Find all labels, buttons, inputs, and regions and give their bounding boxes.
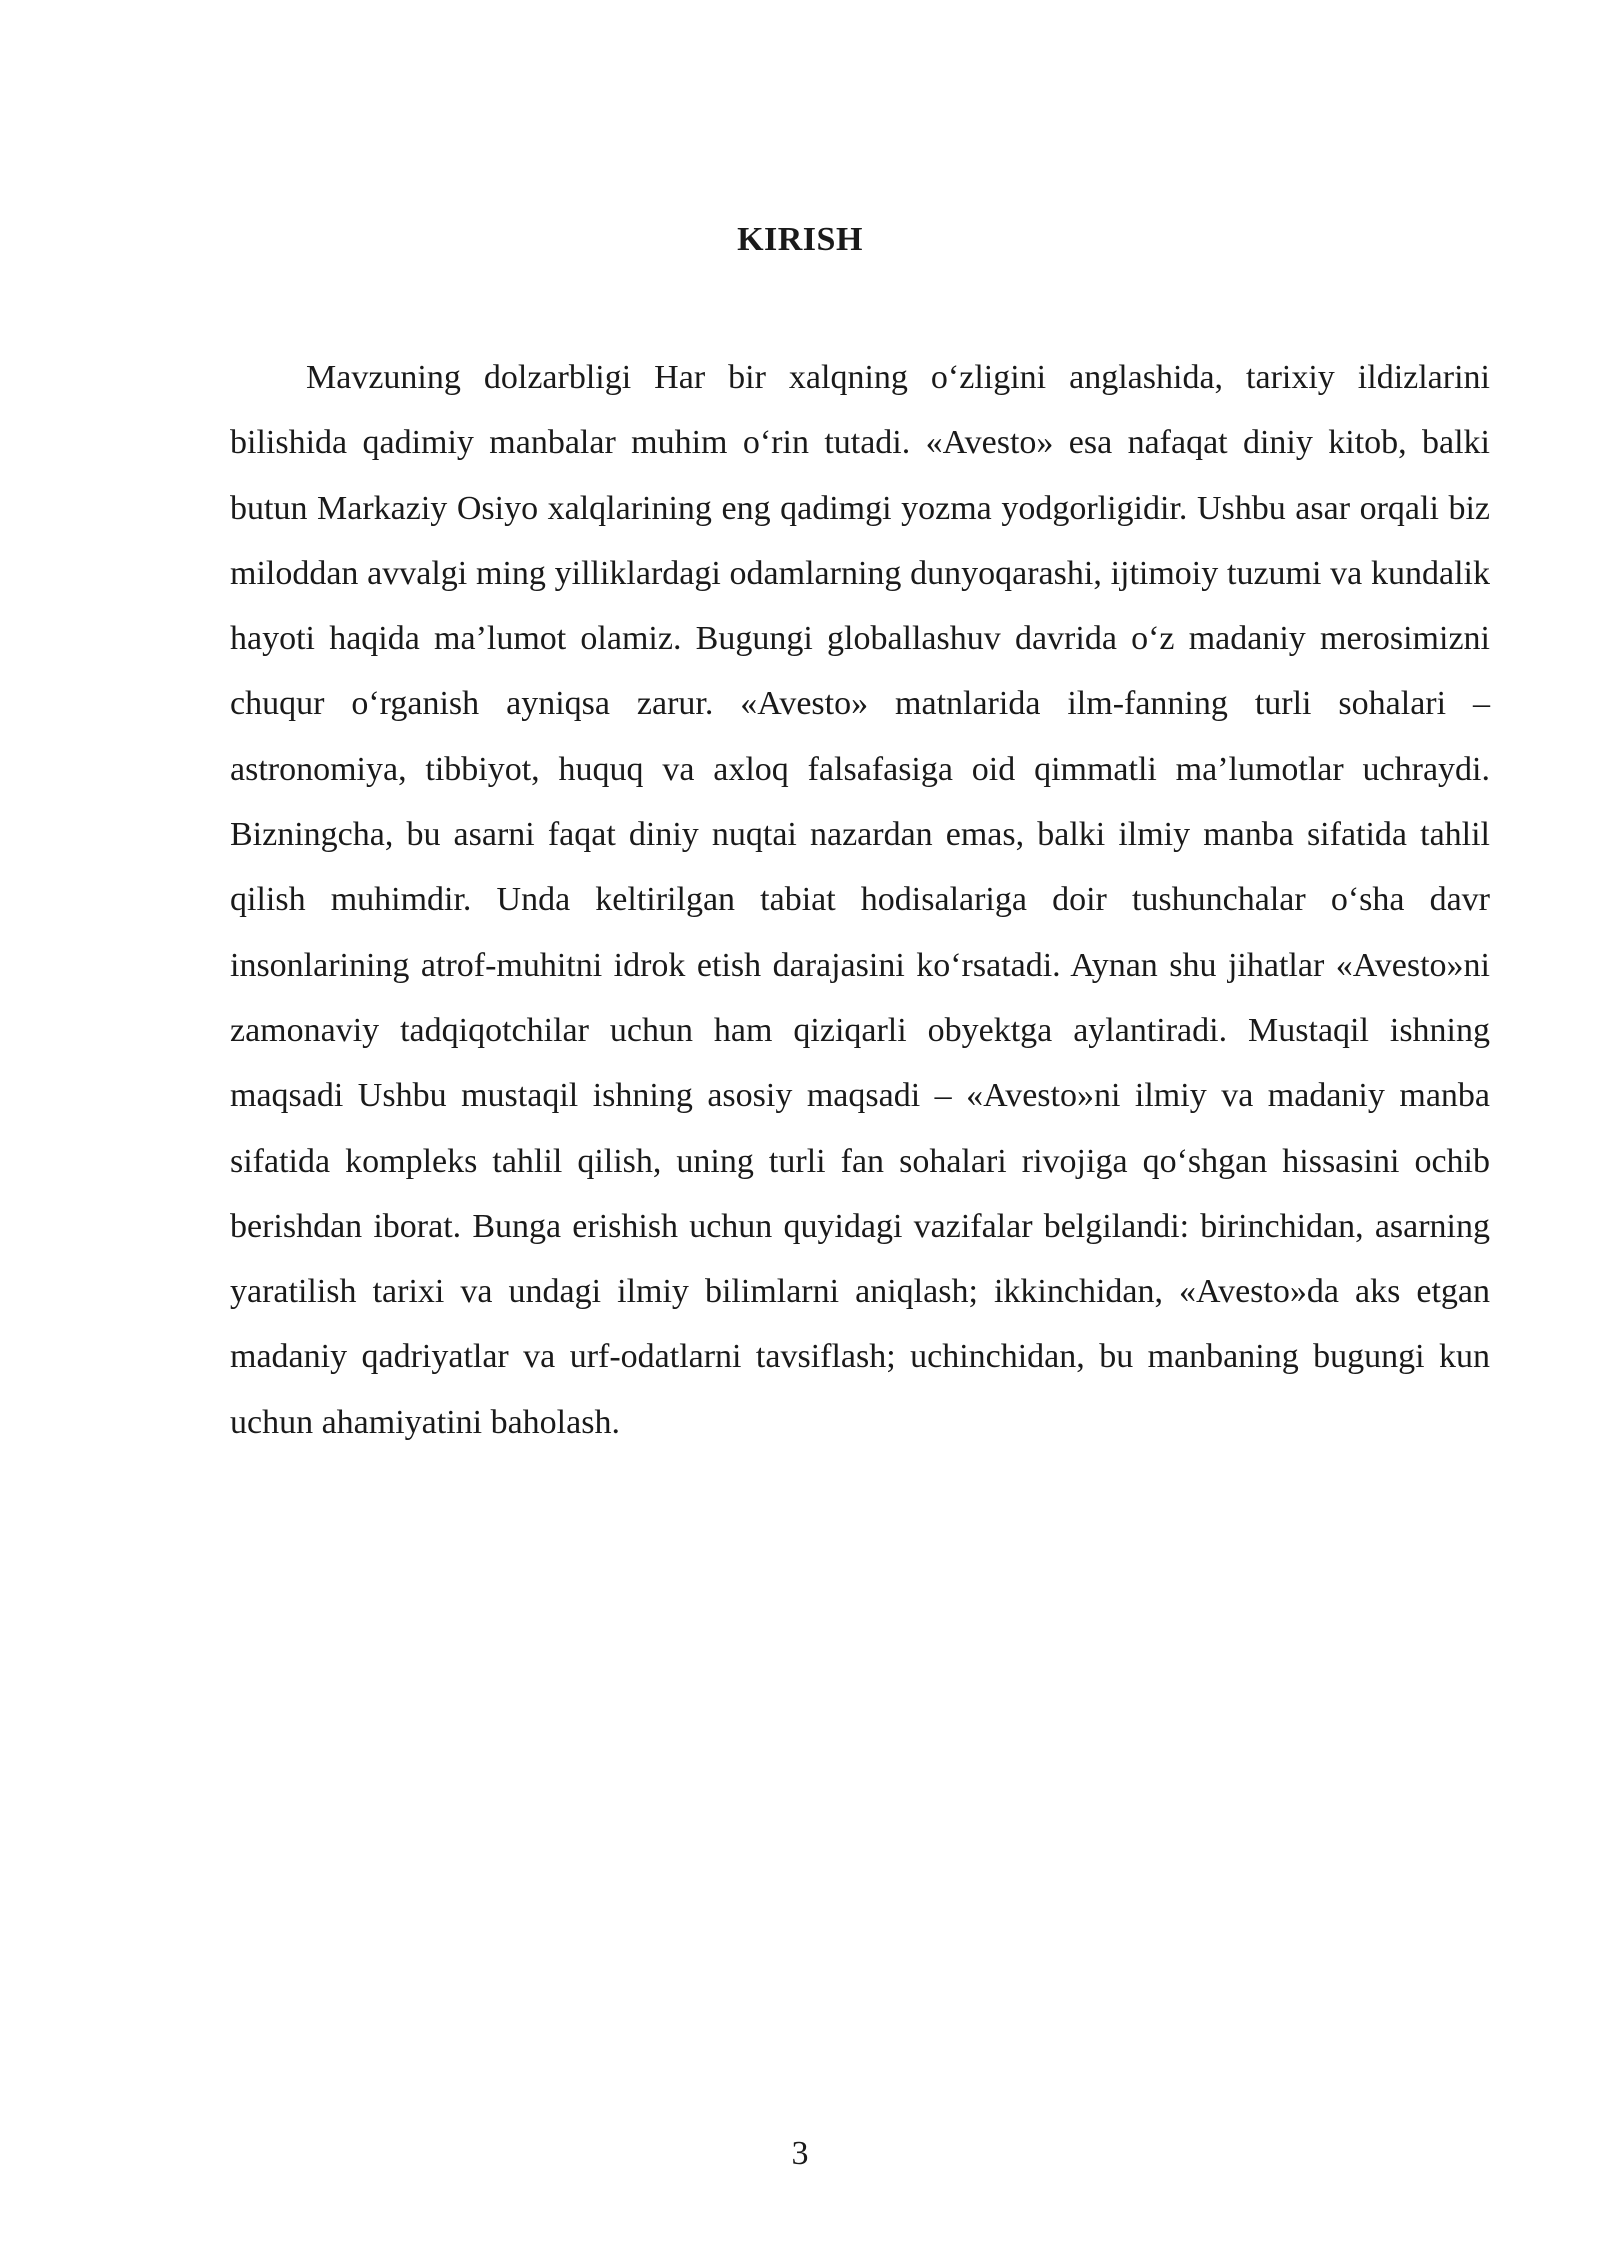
section-title: KIRISH <box>737 221 863 258</box>
body-paragraph: Mavzuning dolzarbligi Har bir xalqning o‘zligini anglashida, tarixiy ildizlarini bilishida qadimiy manbalar muhim o‘rin tutadi. «Avesto» esa nafaqat diniy kitob, balki butun Markaziy Osiyo xalqlarining eng qadimgi yozma yodgorligidir. Ushbu asar orqali biz miloddan avvalgi ming yilliklardagi odamlarning dunyoqarashi, ijtimoiy tuzumi va kundalik hayoti haqida ma’lumot olamiz. Bugungi globallashuv davrida o‘z madaniy merosimizni chuqur o‘rganish ayniqsa zarur. «Avesto» matnlarida ilm-fanning turli sohalari – astronomiya, tibbiyot, huquq va axloq falsafasiga oid qimmatli ma’lumotlar uchraydi. Bizningcha, bu asarni faqat diniy nuqtai nazardan emas, balki ilmiy manba sifatida tahlil qilish muhimdir. Unda keltirilgan tabiat hodisalariga doir tushunchalar o‘sha davr insonlarining atrof-muhitni idrok etish darajasini ko‘rsatadi. Aynan shu jihatlar «Avesto»ni zamonaviy tadqiqotchilar uchun ham qiziqarli obyektga aylantiradi. Mustaqil ishning maqsadi Ushbu mustaqil ishning asosiy maqsadi – «Avesto»ni ilmiy va madaniy manba sifatida kompleks tahlil qilish, uning turli fan sohalari rivojiga qo‘shgan hissasini ochib berishdan iborat. Bunga erishish uchun quyidagi vazifalar belgilandi: birinchidan, asarning yaratilish tarixi va undagi ilmiy bilimlarni aniqlash; ikkinchidan, «Avesto»da aks etgan madaniy qadriyatlar va urf-odatlarni tavsiflash; uchinchidan, bu manbaning bugungi kun uchun ahamiyatini baholash. <box>230 359 1490 1441</box>
page-number: 3 <box>791 2135 809 2172</box>
